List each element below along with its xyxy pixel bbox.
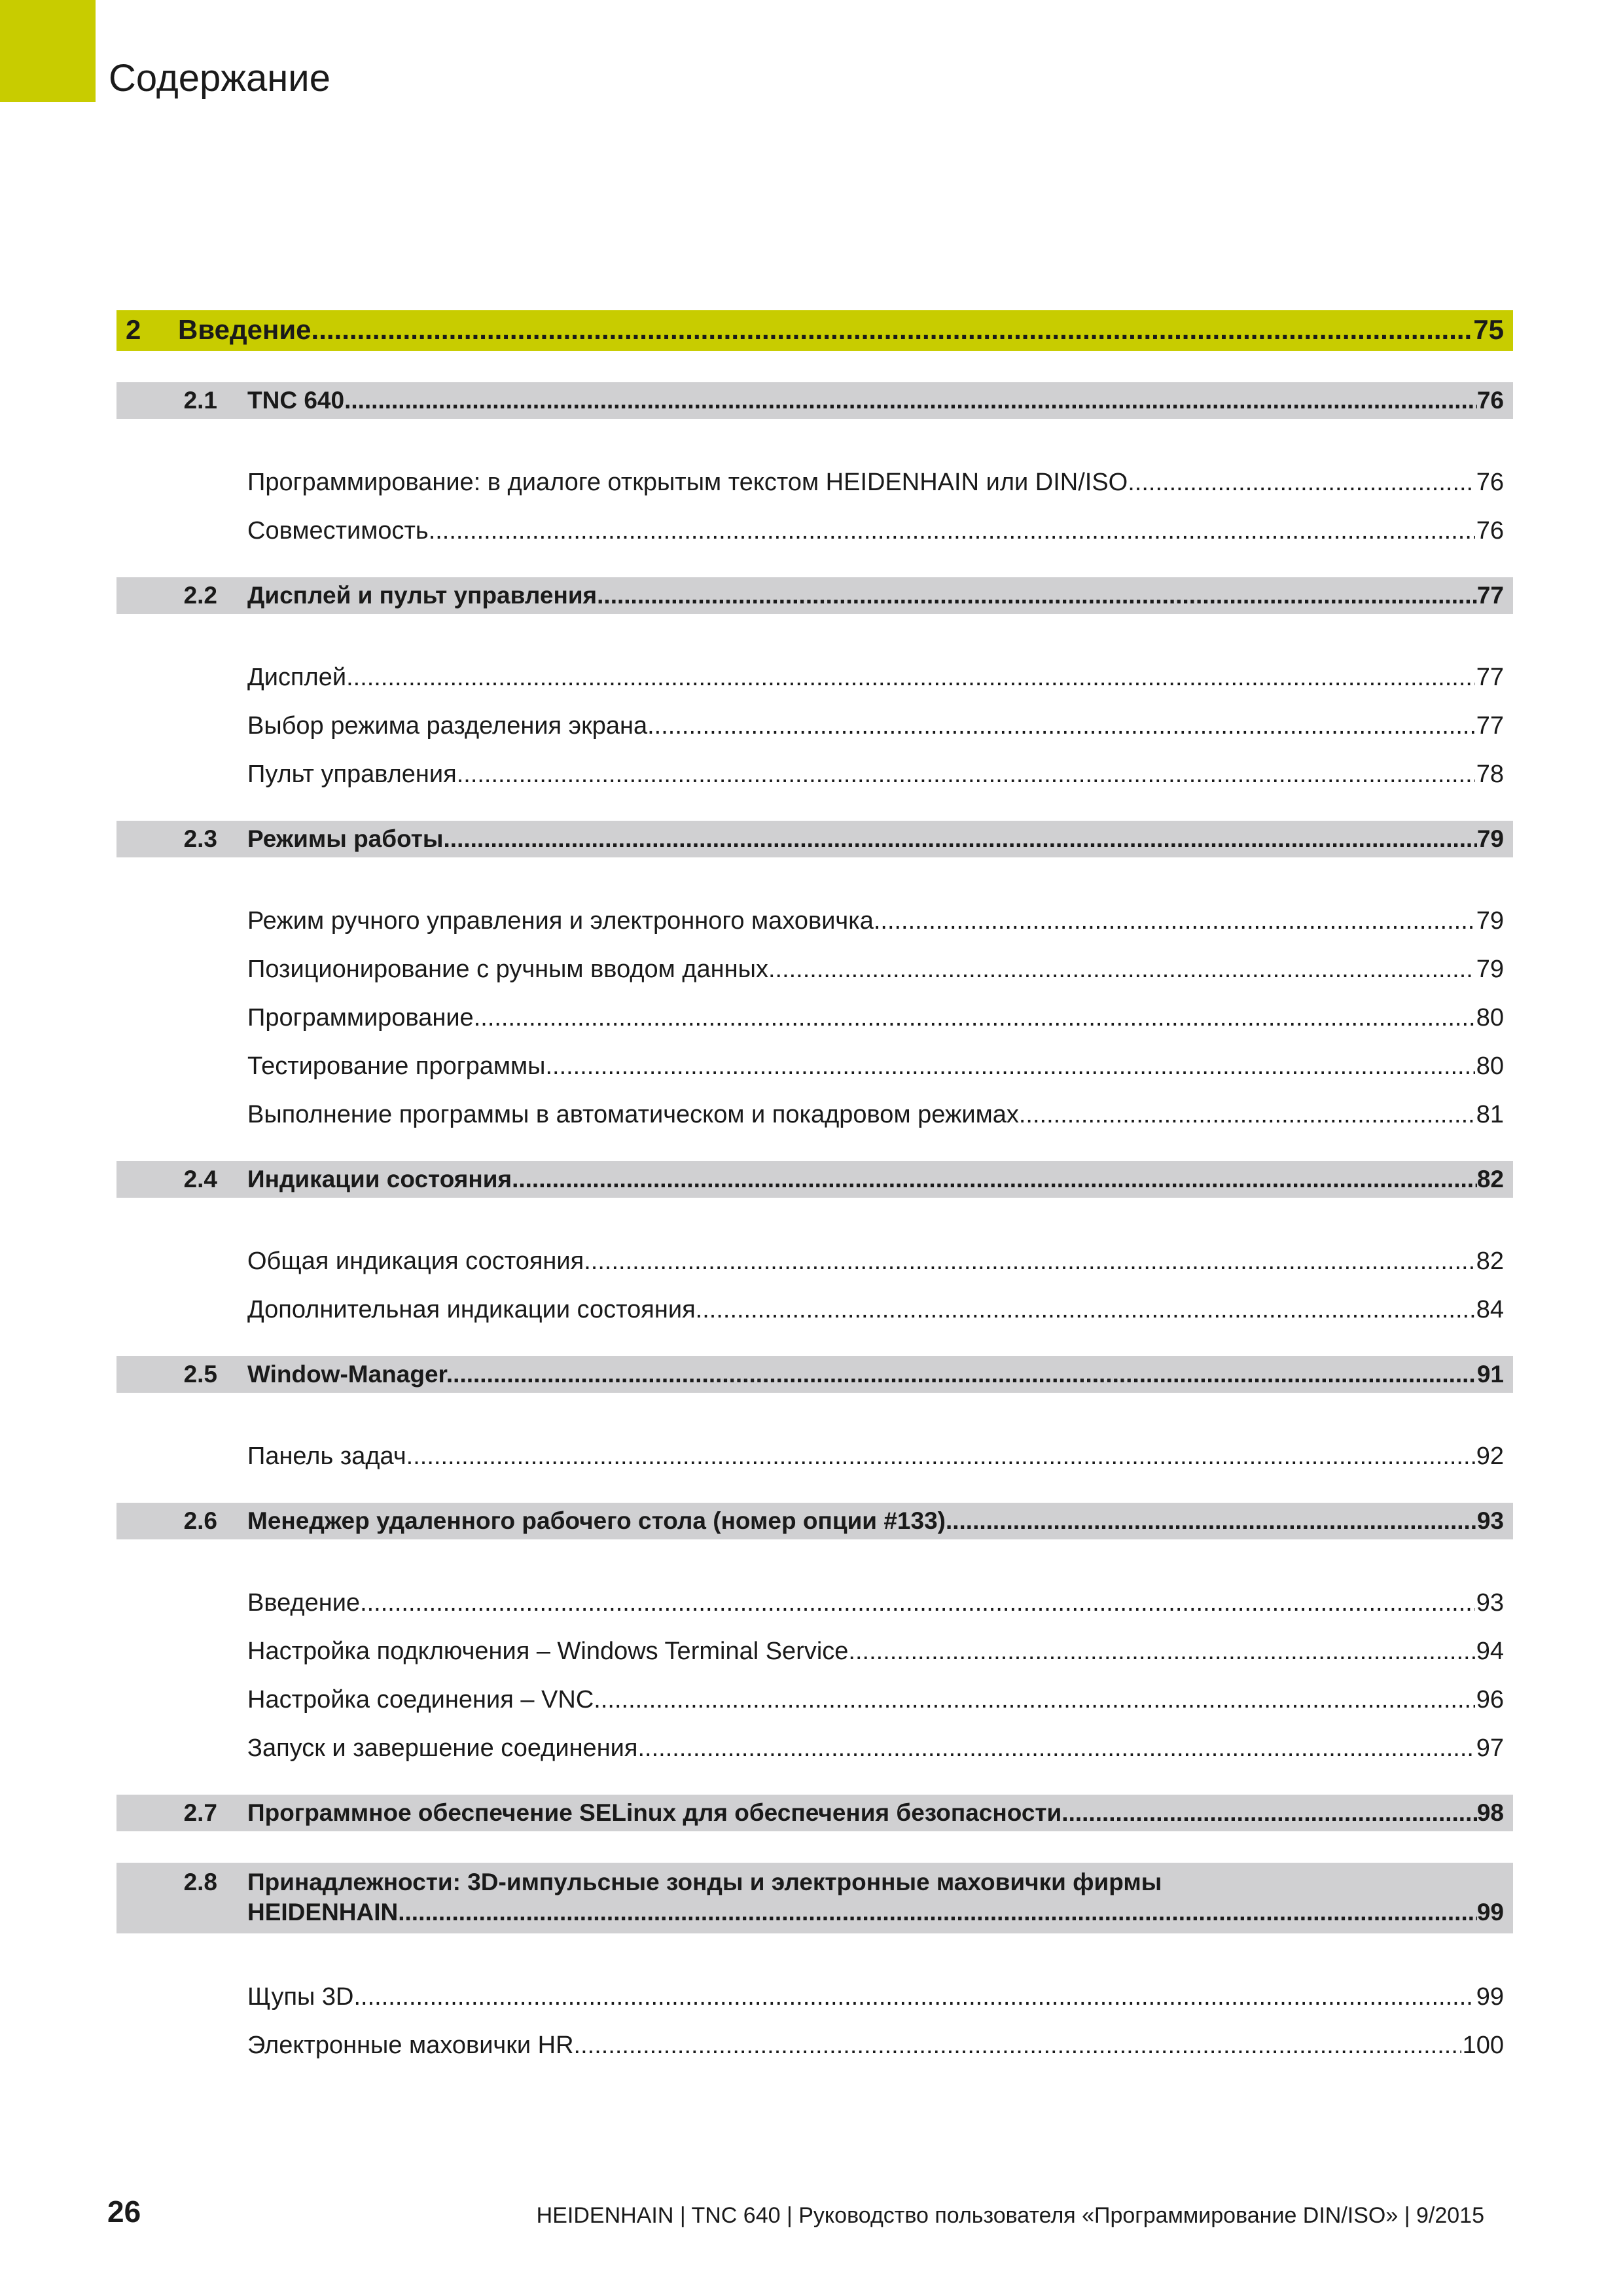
entry-page: 94 bbox=[1476, 1638, 1504, 1666]
section-row[interactable] bbox=[116, 577, 1513, 614]
section-page: 82 bbox=[1476, 1166, 1504, 1193]
section-number: 2.5 bbox=[183, 1361, 217, 1388]
toc-entry[interactable] bbox=[247, 644, 1513, 692]
corner-accent-block bbox=[0, 0, 96, 102]
section-title-line bbox=[116, 1867, 1504, 1897]
section-page: 77 bbox=[1476, 582, 1504, 609]
entry-page: 79 bbox=[1476, 907, 1504, 935]
page-title: Содержание bbox=[109, 57, 330, 99]
section-number: 2.8 bbox=[183, 1869, 217, 1896]
table-of-contents bbox=[116, 310, 1513, 2092]
section-page: 93 bbox=[1476, 1507, 1504, 1535]
toc-entry[interactable] bbox=[247, 2012, 1513, 2060]
entry-page: 93 bbox=[1476, 1589, 1504, 1617]
entry-title: Пульт управления ..... bbox=[247, 761, 1475, 789]
footer-text: HEIDENHAIN | TNC 640 | Руководство пользователя «Программирование DIN/ISO» | 9/2015 bbox=[536, 2203, 1484, 2228]
section-number: 2.7 bbox=[183, 1799, 217, 1827]
entry-title: Электронные маховички HR ..... bbox=[247, 2032, 1461, 2060]
section-row[interactable] bbox=[116, 382, 1513, 419]
entry-list bbox=[116, 857, 1513, 1161]
section-number: 2.2 bbox=[183, 582, 217, 609]
entry-title: Настройка подключения – Windows Terminal Service ..... bbox=[247, 1638, 1475, 1666]
section-title-continued: HEIDENHAIN ..... bbox=[247, 1899, 1477, 1927]
section-page: 91 bbox=[1476, 1361, 1504, 1388]
chapter-title: Введение ..... bbox=[178, 314, 1473, 346]
chapter-number: 2 bbox=[126, 314, 141, 345]
entry-title: Тестирование программы ..... bbox=[247, 1052, 1475, 1081]
section-title: Window-Manager ..... bbox=[247, 1361, 1477, 1389]
entry-page: 97 bbox=[1476, 1734, 1504, 1763]
section-page: 98 bbox=[1476, 1799, 1504, 1827]
section-title: TNC 640 ..... bbox=[247, 387, 1477, 415]
section-row[interactable] bbox=[116, 1356, 1513, 1393]
toc-entry[interactable] bbox=[247, 1570, 1513, 1618]
entry-title: Общая индикация состояния ..... bbox=[247, 1247, 1475, 1276]
entry-page: 96 bbox=[1476, 1686, 1504, 1714]
section-row[interactable] bbox=[116, 821, 1513, 857]
toc-entry[interactable] bbox=[247, 1276, 1513, 1325]
entry-list bbox=[116, 1198, 1513, 1356]
toc-entry[interactable] bbox=[247, 1033, 1513, 1081]
toc-entry[interactable] bbox=[247, 741, 1513, 789]
section-page: 99 bbox=[1476, 1899, 1504, 1926]
entry-page: 84 bbox=[1476, 1296, 1504, 1324]
section-number: 2.1 bbox=[183, 387, 217, 414]
entry-title: Выполнение программы в автоматическом и покадровом режимах ..... bbox=[247, 1101, 1475, 1130]
section-number: 2.3 bbox=[183, 825, 217, 853]
section-list bbox=[116, 382, 1513, 2092]
entry-list bbox=[116, 1539, 1513, 1795]
toc-entry[interactable] bbox=[247, 1964, 1513, 2012]
entry-page: 77 bbox=[1476, 664, 1504, 692]
entry-title: Щупы 3D ..... bbox=[247, 1983, 1475, 2012]
section-row[interactable] bbox=[116, 1503, 1513, 1539]
section-page: 79 bbox=[1476, 825, 1504, 853]
section-page: 76 bbox=[1476, 387, 1504, 414]
toc-entry[interactable] bbox=[247, 497, 1513, 546]
entry-page: 81 bbox=[1476, 1101, 1504, 1129]
entry-title: Панель задач ..... bbox=[247, 1443, 1475, 1471]
toc-entry[interactable] bbox=[247, 936, 1513, 984]
section-title-line bbox=[116, 1897, 1504, 1927]
entry-page: 76 bbox=[1476, 517, 1504, 545]
section-title: Менеджер удаленного рабочего стола (номер опции #133) ..... bbox=[247, 1507, 1477, 1535]
toc-entry[interactable] bbox=[247, 1666, 1513, 1715]
section-title: Программное обеспечение SELinux для обеспечения безопасности ..... bbox=[247, 1799, 1477, 1827]
entry-title: Программирование ..... bbox=[247, 1004, 1475, 1033]
section-title: Индикации состояния ..... bbox=[247, 1166, 1477, 1194]
section-row[interactable] bbox=[116, 1863, 1513, 1933]
entry-page: 78 bbox=[1476, 761, 1504, 789]
toc-entry[interactable] bbox=[247, 1228, 1513, 1276]
entry-title: Программирование: в диалоге открытым текстом HEIDENHAIN или DIN/ISO ..... bbox=[247, 469, 1475, 497]
toc-entry[interactable] bbox=[247, 692, 1513, 741]
entry-page: 99 bbox=[1476, 1983, 1504, 2011]
entry-list bbox=[116, 1831, 1513, 1863]
entry-title: Дисплей ..... bbox=[247, 664, 1475, 692]
entry-list bbox=[116, 614, 1513, 821]
toc-entry[interactable] bbox=[247, 984, 1513, 1033]
entry-page: 100 bbox=[1462, 2032, 1504, 2060]
entry-title: Запуск и завершение соединения ..... bbox=[247, 1734, 1475, 1763]
section-row[interactable] bbox=[116, 1161, 1513, 1198]
entry-title: Позиционирование с ручным вводом данных ..... bbox=[247, 956, 1475, 984]
entry-title: Режим ручного управления и электронного маховичка ..... bbox=[247, 907, 1475, 936]
entry-list bbox=[116, 1393, 1513, 1503]
entry-title: Дополнительная индикации состояния ..... bbox=[247, 1296, 1475, 1325]
section-title: Режимы работы ..... bbox=[247, 825, 1477, 853]
toc-entry[interactable] bbox=[247, 1423, 1513, 1471]
entry-page: 79 bbox=[1476, 956, 1504, 984]
entry-page: 80 bbox=[1476, 1052, 1504, 1081]
footer-page-number: 26 bbox=[107, 2195, 141, 2229]
entry-page: 82 bbox=[1476, 1247, 1504, 1276]
entry-title: Введение ..... bbox=[247, 1589, 1475, 1618]
toc-entry[interactable] bbox=[247, 888, 1513, 936]
entry-title: Настройка соединения – VNC ..... bbox=[247, 1686, 1475, 1715]
toc-entry[interactable] bbox=[247, 1081, 1513, 1130]
entry-page: 76 bbox=[1476, 469, 1504, 497]
entry-list bbox=[116, 1933, 1513, 2092]
entry-list bbox=[116, 419, 1513, 577]
entry-page: 80 bbox=[1476, 1004, 1504, 1032]
section-title: Принадлежности: 3D-импульсные зонды и электронные маховички фирмы bbox=[247, 1869, 1162, 1896]
chapter-row[interactable] bbox=[116, 310, 1513, 351]
toc-entry[interactable] bbox=[247, 449, 1513, 497]
entry-page: 77 bbox=[1476, 712, 1504, 740]
section-title: Дисплей и пульт управления ..... bbox=[247, 582, 1477, 610]
entry-page: 92 bbox=[1476, 1443, 1504, 1471]
section-number: 2.4 bbox=[183, 1166, 217, 1193]
toc-entry[interactable] bbox=[247, 1618, 1513, 1666]
section-row[interactable] bbox=[116, 1795, 1513, 1831]
entry-title: Выбор режима разделения экрана ..... bbox=[247, 712, 1475, 741]
chapter-page: 75 bbox=[1473, 314, 1504, 345]
section-number: 2.6 bbox=[183, 1507, 217, 1535]
toc-entry[interactable] bbox=[247, 1715, 1513, 1763]
entry-title: Совместимость ..... bbox=[247, 517, 1475, 546]
